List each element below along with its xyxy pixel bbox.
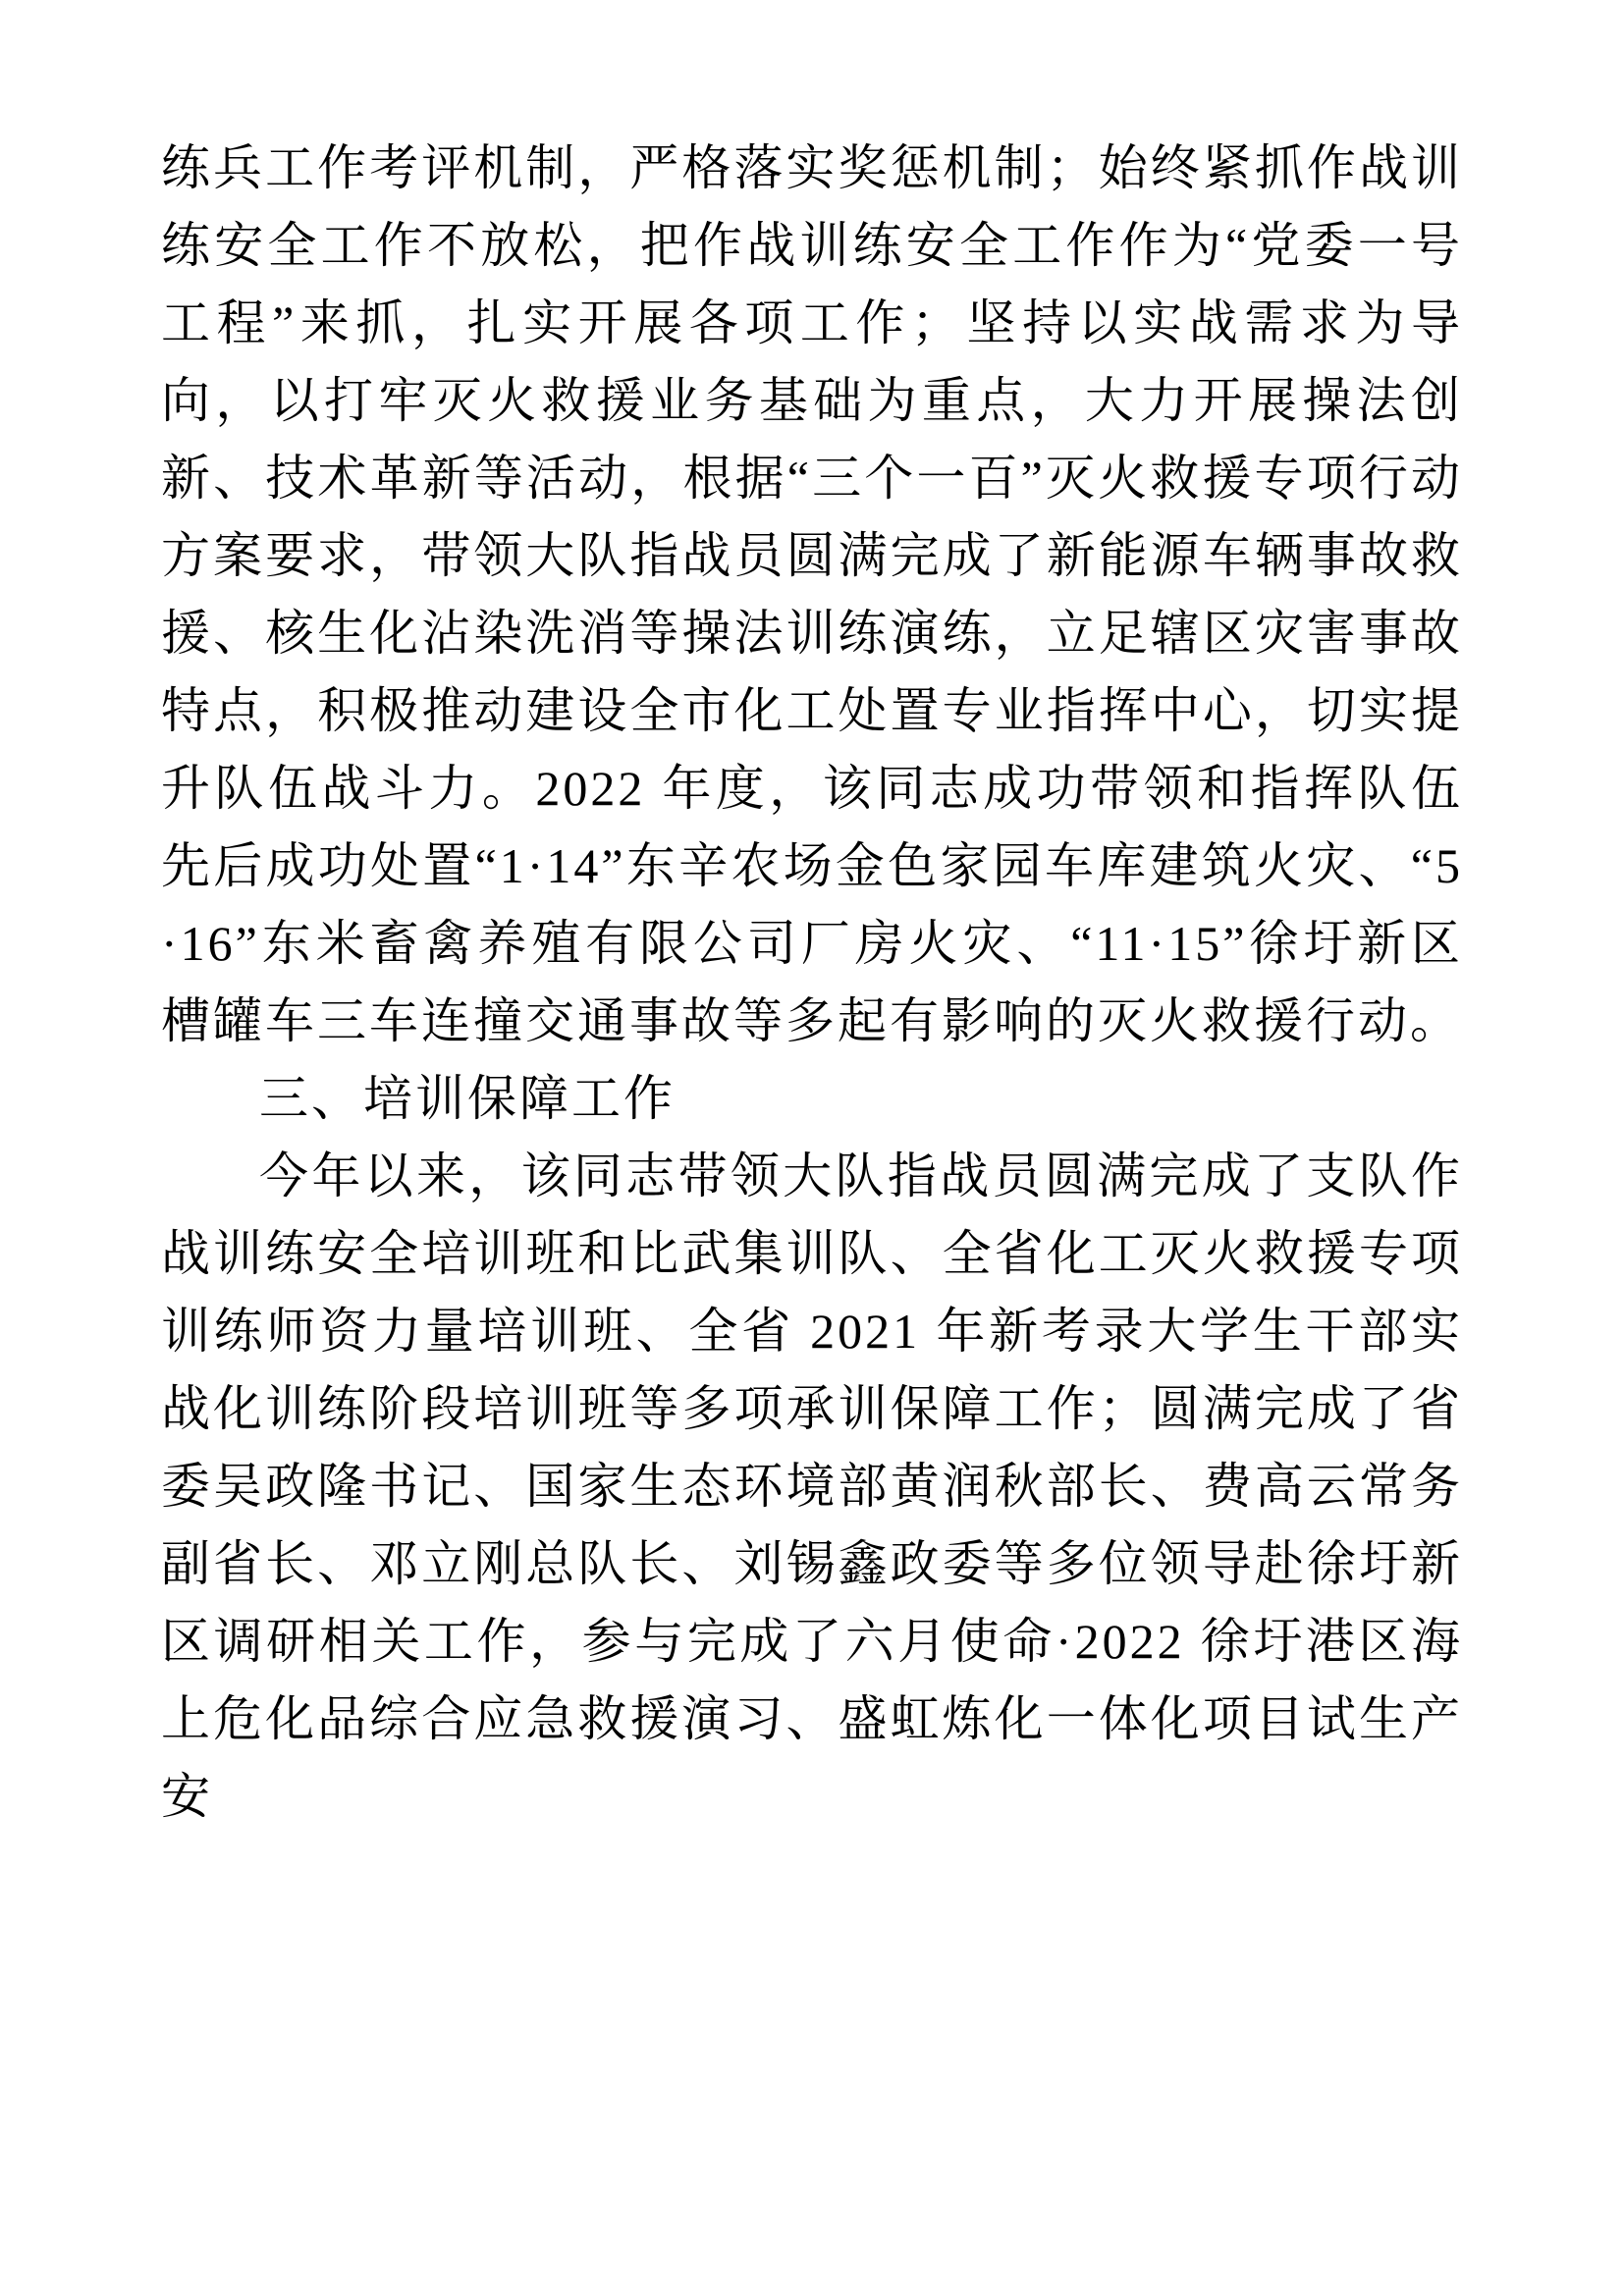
document-body: [161, 130, 1463, 1836]
paragraph-combat-training: 练兵工作考评机制，严格落实奖惩机制；始终紧抓作战训练安全工作不放松，把作战训练安全工作作为“党委一号工程”来抓，扎实开展各项工作；坚持以实战需求为导向，以打牢灭火救援业务基础为重点，大力开展操法创新、技术革新等活动，根据“三个一百”灭火救援专项行动方案要求，带领大队指战员圆满完成了新能源车辆事故救援、核生化沾染洗消等操法训练演练，立足辖区灾害事故特点，积极推动建设全市化工处置专业指挥中心，切实提升队伍战斗力。2022 年度，该同志成功带领和指挥队伍先后成功处置“1·14”东辛农场金色家园车库建筑火灾、“5·16”东米畜禽养殖有限公司厂房火灾、“11·15”徐圩新区槽罐车三车连撞交通事故等多起有影响的灭火救援行动。: [161, 140, 1463, 1048]
paragraph-training-support: 今年以来，该同志带领大队指战员圆满完成了支队作战训练安全培训班和比武集训队、全省化工灭火救援专项训练师资力量培训班、全省 2021 年新考录大学生干部实战化训练阶段培训班等多项承训保障工作；圆满完成了省委吴政隆书记、国家生态环境部黄润秋部长、费高云常务副省长、邓立刚总队长、刘锡鑫政委等多位领导赴徐圩新区调研相关工作，参与完成了六月使命·2022 徐圩港区海上危化品综合应急救援演习、盛虹炼化一体化项目试生产安: [161, 1148, 1463, 1824]
section-heading-training-support: 三、培训保障工作: [259, 1071, 676, 1126]
